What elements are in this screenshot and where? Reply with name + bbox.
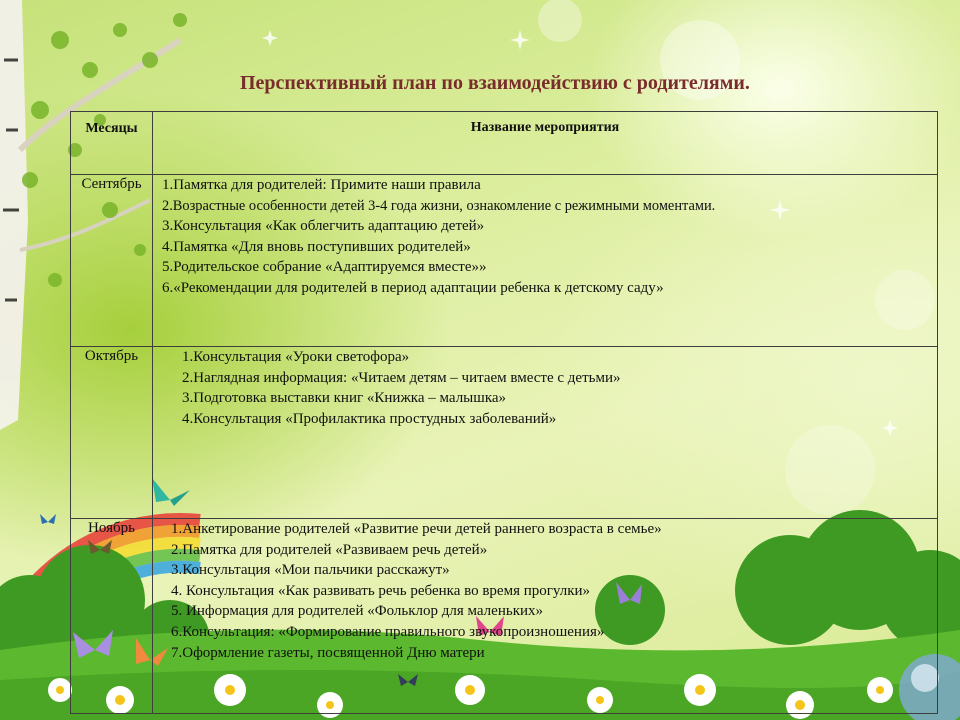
event-item: 4.Памятка «Для вновь поступивших родителей» [162, 238, 471, 255]
month-cell: Октябрь [71, 347, 153, 519]
table-header-row [71, 112, 938, 175]
month-cell: Сентябрь [71, 175, 153, 347]
event-item: 6.Консультация: «Формирование правильного звукопроизношения» [171, 623, 605, 640]
event-item: 2.Памятка для родителей «Развиваем речь детей» [171, 541, 488, 558]
event-item: 2.Возрастные особенности детей 3-4 года жизни, ознакомление с режимными моментами. [162, 197, 716, 214]
event-item: 5. Информация для родителей «Фольклор для маленьких» [171, 603, 544, 620]
events-cell [153, 175, 938, 347]
plan-table [70, 111, 938, 714]
event-item: 1.Памятка для родителей: Примите наши правила [162, 177, 481, 193]
events-cell [153, 347, 938, 519]
event-item: 3.Консультация «Мои пальчики расскажут» [171, 562, 450, 579]
page-title: Перспективный план по взаимодействию с родителями. [240, 72, 750, 94]
event-item: 1.Консультация «Уроки светофора» [182, 349, 410, 365]
event-item: 7.Оформление газеты, посвященной Дню матери [171, 644, 485, 661]
event-item: 5.Родительское собрание «Адаптируемся вместе»» [162, 259, 487, 276]
event-item: 4. Консультация «Как развивать речь ребенка во время прогулки» [171, 582, 591, 599]
month-cell: Ноябрь [71, 519, 153, 714]
events-cell [153, 519, 938, 714]
header-month: Месяцы [71, 112, 153, 175]
event-item: 3.Подготовка выставки книг «Книжка – малышка» [182, 390, 507, 407]
header-event: Название мероприятия [153, 112, 938, 175]
butterfly-icon [40, 514, 56, 524]
table-row-october [71, 347, 938, 519]
table-row-september [71, 175, 938, 347]
table-row-november [71, 519, 938, 714]
event-item: 1.Анкетирование родителей «Развитие речи детей раннего возраста в семье» [171, 521, 662, 537]
event-item: 6.«Рекомендации для родителей в период адаптации ребенка к детскому саду» [162, 279, 664, 296]
event-item: 2.Наглядная информация: «Читаем детям – читаем вместе с детьми» [182, 369, 621, 386]
light-spot [538, 0, 582, 42]
event-item: 4.Консультация «Профилактика простудных заболеваний» [182, 410, 557, 427]
event-item: 3.Консультация «Как облегчить адаптацию детей» [162, 218, 485, 235]
